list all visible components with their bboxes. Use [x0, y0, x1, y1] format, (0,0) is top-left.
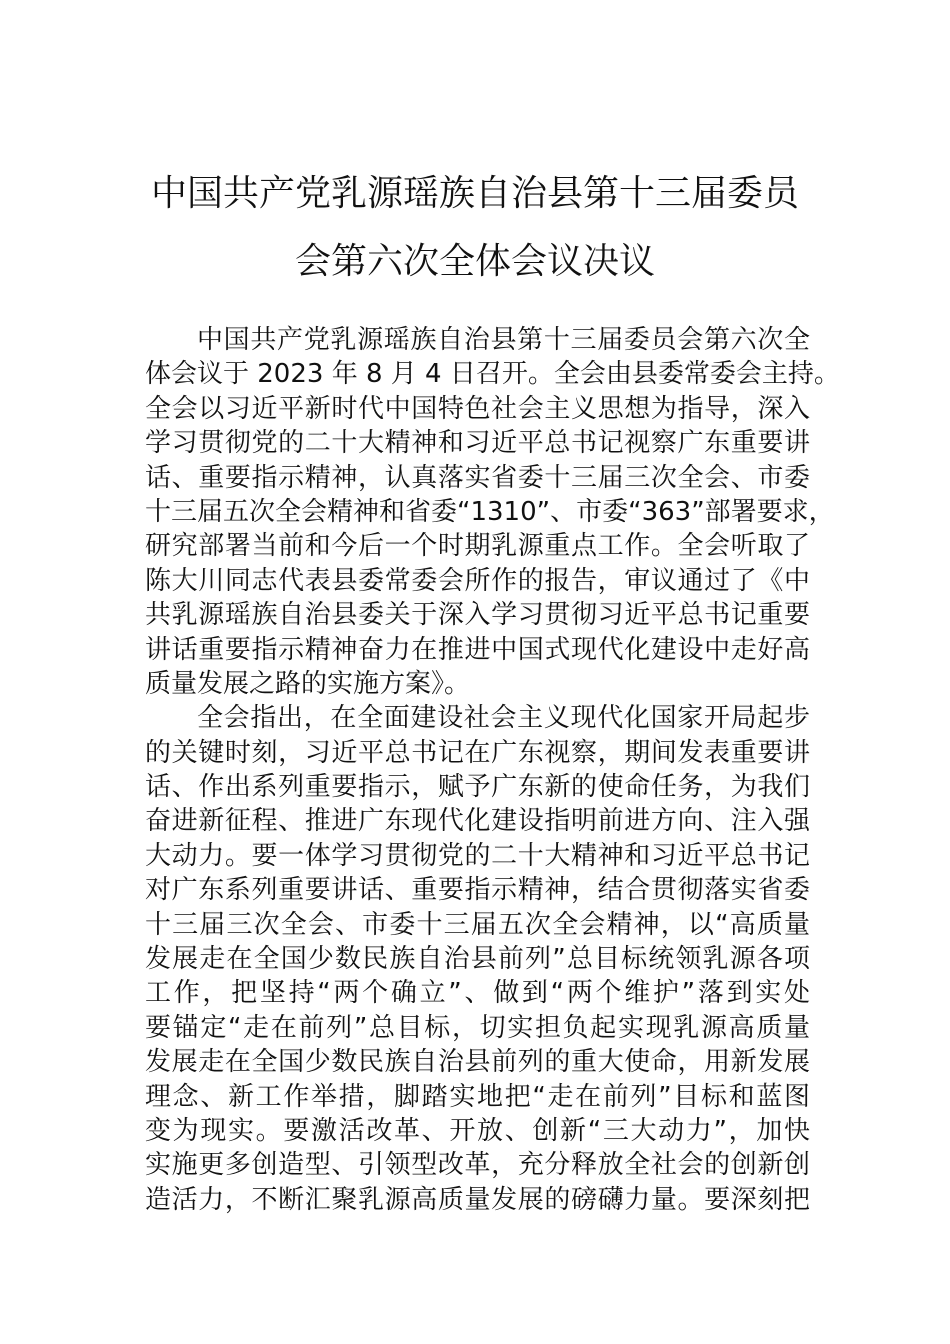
text-line: 发展走在全国少数民族自治县前列的重大使命，用新发展: [145, 1047, 810, 1078]
text-line: 理念、新工作举措，脚踏实地把“走在前列”目标和蓝图: [145, 1081, 810, 1112]
text-line: 要锚定“走在前列”总目标，切实担负起实现乳源高质量: [145, 1012, 810, 1043]
text-line: 对广东系列重要讲话、重要指示精神，结合贯彻落实省委: [145, 875, 810, 906]
text-line: 十三届三次全会、市委十三届五次全会精神，以“高质量: [145, 909, 810, 940]
title-line: 会第六次全体会议决议: [294, 241, 655, 282]
text-line: 的关键时刻，习近平总书记在广东视察，期间发表重要讲: [145, 737, 810, 768]
document-title: [140, 160, 810, 296]
text-line: 发展走在全国少数民族自治县前列”总目标统领乳源各项: [145, 944, 810, 975]
text-line: 学习贯彻党的二十大精神和习近平总书记视察广东重要讲: [145, 428, 810, 459]
text-line: 中国共产党乳源瑶族自治县第十三届委员会第六次全: [197, 325, 810, 355]
text-line: 全会指出，在全面建设社会主义现代化国家开局起步: [197, 703, 810, 734]
text-line: 大动力。要一体学习贯彻党的二十大精神和习近平总书记: [145, 840, 810, 871]
document-body: [145, 323, 840, 1217]
text-line: 话、重要指示精神，认真落实省委十三届三次全会、市委: [145, 462, 810, 493]
text-line: 讲话重要指示精神奋力在推进中国式现代化建设中走好高: [145, 634, 810, 665]
text-line: 陈大川同志代表县委常委会所作的报告，审议通过了《中: [145, 565, 810, 596]
text-line: 造活力，不断汇聚乳源高质量发展的磅礴力量。要深刻把: [145, 1184, 810, 1215]
paragraph-1: [145, 323, 840, 701]
text-line: 质量发展之路的实施方案》。: [145, 668, 471, 699]
title-line: 中国共产党乳源瑶族自治县第十三届委员: [150, 173, 799, 214]
text-line: 十三届五次全会精神和省委“1310”、市委“363”部署要求，: [145, 496, 835, 527]
text-line: 全会以习近平新时代中国特色社会主义思想为指导，深入: [145, 393, 810, 424]
text-line: 体会议于 2023 年 8 月 4 日召开。全会由县委常委会主持。: [145, 359, 840, 390]
text-line: 奋进新征程、推进广东现代化建设指明前进方向、注入强: [145, 806, 810, 837]
text-line: 共乳源瑶族自治县委关于深入学习贯彻习近平总书记重要: [145, 600, 810, 631]
text-line: 话、作出系列重要指示，赋予广东新的使命任务，为我们: [145, 772, 810, 803]
paragraph-2: [145, 701, 810, 1217]
text-line: 变为现实。要激活改革、开放、创新“三大动力”，加快: [145, 1115, 810, 1146]
text-line: 工作，把坚持“两个确立”、做到“两个维护”落到实处: [145, 978, 810, 1009]
text-line: 实施更多创造型、引领型改革，充分释放全社会的创新创: [145, 1150, 810, 1181]
text-line: 研究部署当前和今后一个时期乳源重点工作。全会听取了: [145, 531, 810, 562]
